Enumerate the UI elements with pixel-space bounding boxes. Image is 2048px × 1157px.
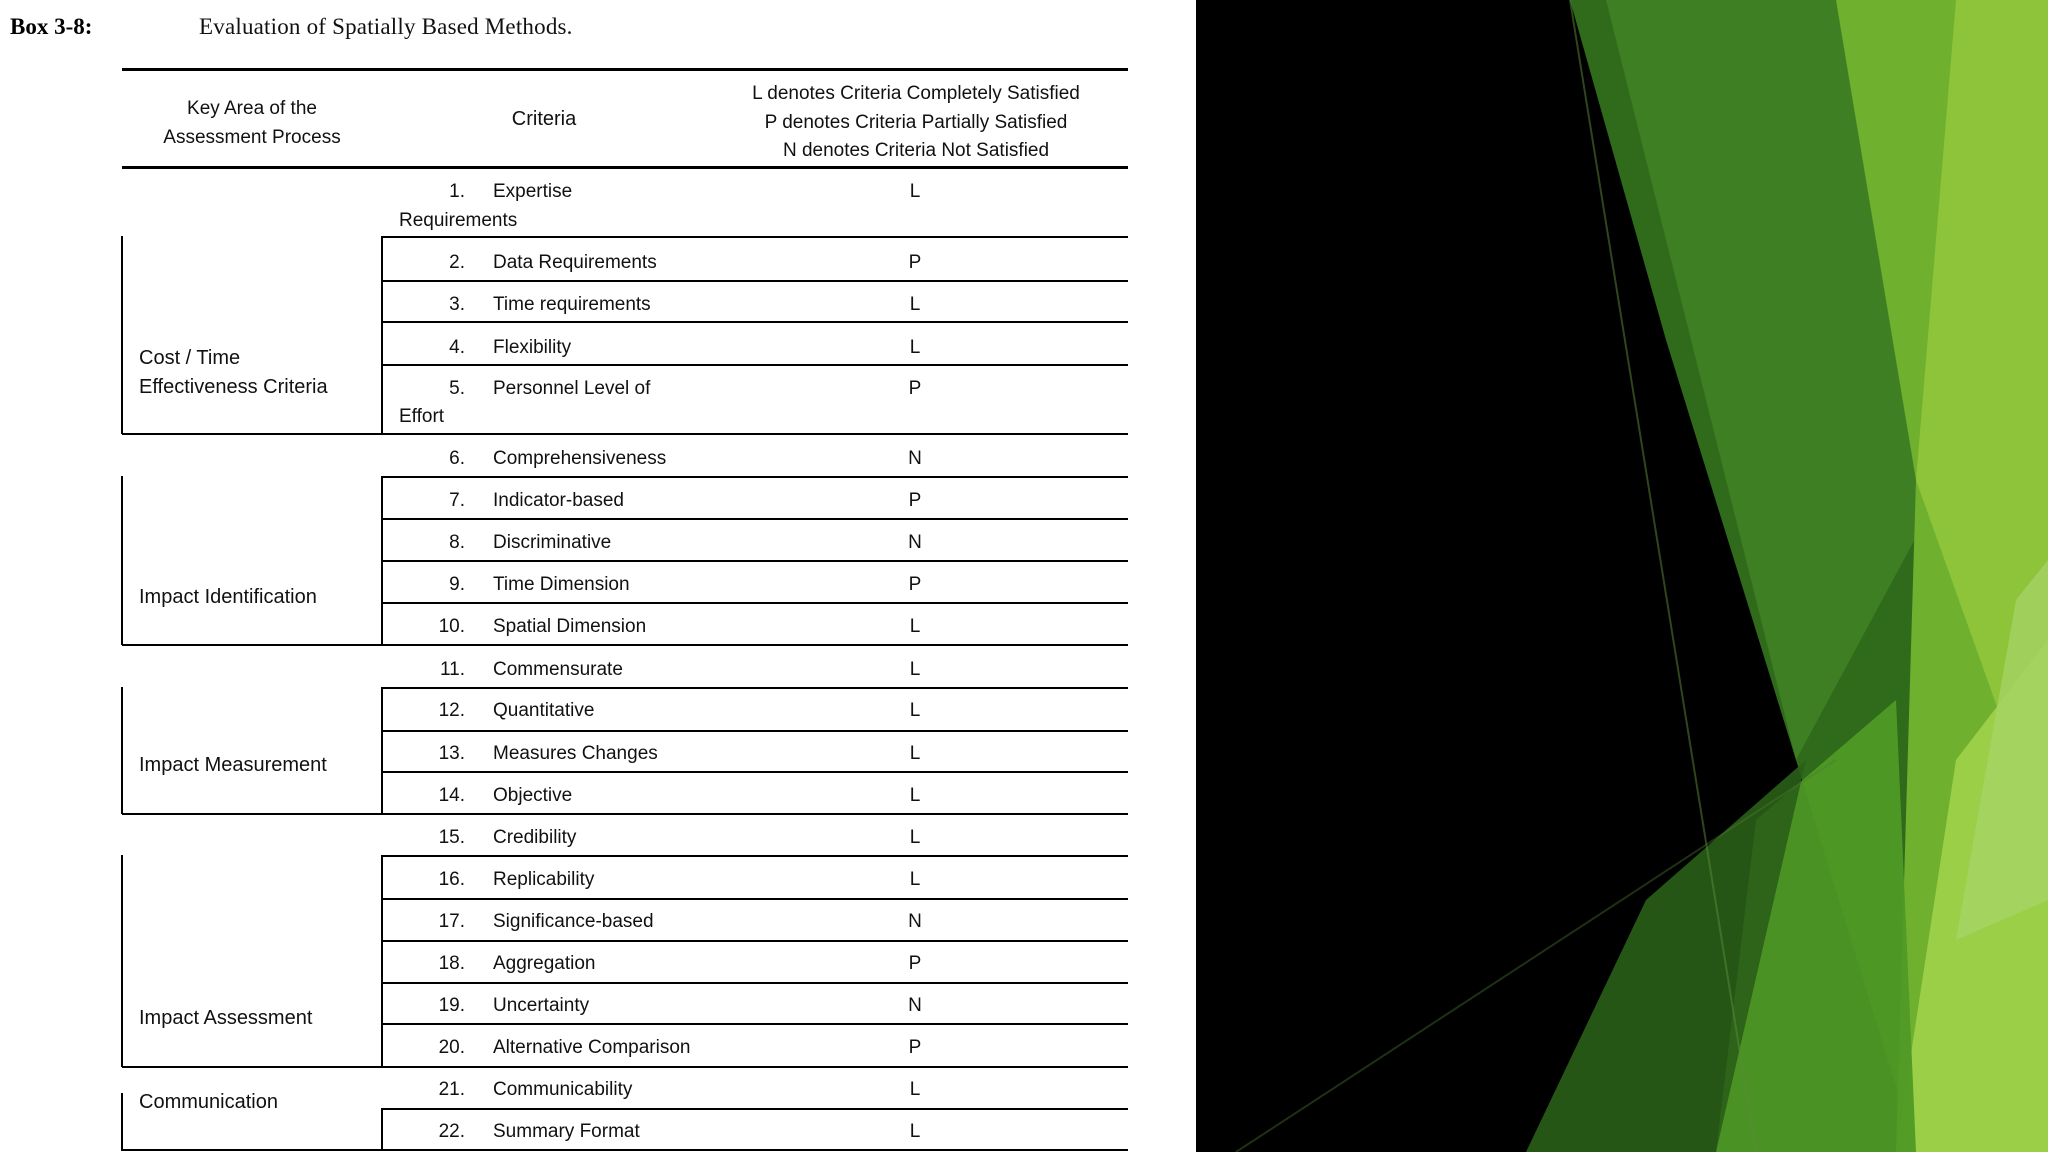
group-bracket-right xyxy=(381,476,383,645)
group-bracket-right xyxy=(381,1108,383,1151)
legend-line: P denotes Criteria Partially Satisfied xyxy=(764,111,1068,133)
row-rating: L xyxy=(909,659,921,680)
row-rating: P xyxy=(908,574,922,595)
row-rating: P xyxy=(908,953,922,974)
row-number: 17. xyxy=(438,911,465,932)
row-rating: N xyxy=(908,995,922,1016)
row-criterion: Significance-based xyxy=(493,911,654,932)
area-label-impact-measurement: Impact Measurement xyxy=(139,754,327,776)
row-rule xyxy=(382,982,1128,984)
header-legend xyxy=(706,80,1126,166)
row-rating: L xyxy=(909,700,921,721)
row-rule xyxy=(382,687,1128,689)
row-rating: N xyxy=(908,532,922,553)
row-criterion: Replicability xyxy=(493,869,595,890)
group-bracket-right xyxy=(381,687,383,814)
row-rating: L xyxy=(909,181,921,202)
row-rule xyxy=(382,560,1128,562)
area-label-line: Cost / Time xyxy=(139,347,241,369)
area-label-communication: Communication xyxy=(139,1091,278,1113)
row-criterion: Time Dimension xyxy=(493,574,630,595)
group-bracket-left xyxy=(121,1093,123,1151)
row-rule xyxy=(382,855,1128,857)
row-criterion: Expertise xyxy=(493,181,573,202)
row-rating: L xyxy=(909,827,921,848)
row-rating: L xyxy=(909,869,921,890)
row-rating: L xyxy=(909,785,921,806)
row-criterion-continuation: Effort xyxy=(399,406,445,427)
row-criterion: Flexibility xyxy=(493,337,572,358)
row-criterion: Summary Format xyxy=(493,1121,640,1142)
group-rule xyxy=(122,1066,1128,1068)
row-number: 7. xyxy=(449,490,465,511)
row-rating: L xyxy=(909,616,921,637)
row-criterion: Spatial Dimension xyxy=(493,616,647,637)
row-rule xyxy=(382,321,1128,323)
row-rule xyxy=(382,940,1128,942)
header-key-area-line: Key Area of the xyxy=(187,98,317,119)
group-bracket-left xyxy=(121,476,123,645)
group-bracket-left xyxy=(121,855,123,1067)
green-facets-graphic xyxy=(1196,0,2048,1152)
group-bracket-right xyxy=(381,855,383,1067)
row-criterion: Personnel Level of xyxy=(493,378,651,399)
row-rating: L xyxy=(909,1079,921,1100)
row-number: 16. xyxy=(438,869,465,890)
row-rating: N xyxy=(908,911,922,932)
group-rule xyxy=(122,433,1128,435)
group-bracket-right xyxy=(381,236,383,434)
row-rule xyxy=(382,364,1128,366)
row-rule xyxy=(382,771,1128,773)
slide-theme-decoration xyxy=(1196,0,2048,1152)
row-rule xyxy=(382,476,1128,478)
row-criterion-continuation: Requirements xyxy=(399,210,518,231)
group-bracket-left xyxy=(121,687,123,814)
row-criterion: Discriminative xyxy=(493,532,612,553)
row-criterion: Alternative Comparison xyxy=(493,1037,691,1058)
row-criterion: Comprehensiveness xyxy=(493,448,667,469)
row-number: 5. xyxy=(449,378,465,399)
group-rule xyxy=(122,813,1128,815)
row-rule xyxy=(382,602,1128,604)
row-criterion: Aggregation xyxy=(493,953,596,974)
row-number: 15. xyxy=(438,827,465,848)
row-rating: P xyxy=(908,252,922,273)
group-rule xyxy=(122,1149,1128,1151)
row-rating: P xyxy=(908,378,922,399)
row-rule xyxy=(382,730,1128,732)
group-bracket-left xyxy=(121,236,123,434)
header-key-area-line: Assessment Process xyxy=(163,127,341,148)
row-number: 6. xyxy=(449,448,465,469)
row-number: 11. xyxy=(439,659,465,680)
row-rating: L xyxy=(909,743,921,764)
row-number: 14. xyxy=(438,785,465,806)
row-number: 13. xyxy=(438,743,465,764)
row-number: 9. xyxy=(449,574,465,595)
area-label-impact-identification: Impact Identification xyxy=(139,586,317,608)
legend-line: L denotes Criteria Completely Satisfied xyxy=(752,83,1080,104)
row-rating: L xyxy=(909,337,921,358)
header-criteria: Criteria xyxy=(511,108,577,130)
row-rule xyxy=(382,1108,1128,1110)
row-number: 1. xyxy=(449,181,465,202)
legend-line: N denotes Criteria Not Satisfied xyxy=(782,140,1050,161)
row-number: 20. xyxy=(438,1037,465,1058)
row-rating: P xyxy=(908,1037,922,1058)
row-rating: P xyxy=(908,490,922,511)
row-number: 2. xyxy=(449,252,465,273)
group-rule xyxy=(122,644,1128,646)
row-number: 3. xyxy=(449,294,465,315)
row-rule xyxy=(382,518,1128,520)
table-top-rule xyxy=(122,68,1128,71)
row-number: 21. xyxy=(438,1079,465,1100)
row-number: 19. xyxy=(438,995,465,1016)
row-criterion: Uncertainty xyxy=(493,995,590,1016)
row-criterion: Measures Changes xyxy=(493,743,658,764)
row-rule xyxy=(382,280,1128,282)
row-rule xyxy=(382,1023,1128,1025)
row-number: 12. xyxy=(438,700,465,721)
header-key-area xyxy=(122,94,382,152)
row-criterion: Commensurate xyxy=(493,659,623,680)
row-criterion: Time requirements xyxy=(493,294,651,315)
area-label-cost-time xyxy=(139,344,328,402)
row-criterion: Quantitative xyxy=(493,700,595,721)
row-rating: L xyxy=(909,294,921,315)
row-number: 8. xyxy=(449,532,465,553)
row-rule xyxy=(382,236,1128,238)
row-number: 18. xyxy=(438,953,465,974)
table-header-rule xyxy=(122,166,1128,169)
row-criterion: Communicability xyxy=(493,1079,633,1100)
box-title: Evaluation of Spatially Based Methods. xyxy=(199,14,573,39)
row-criterion: Indicator-based xyxy=(493,490,624,511)
row-rating: L xyxy=(909,1121,921,1142)
area-label-impact-assessment: Impact Assessment xyxy=(139,1007,313,1029)
box-label: Box 3-8: xyxy=(10,14,93,39)
row-criterion: Objective xyxy=(493,785,573,806)
row-rule xyxy=(382,898,1128,900)
row-criterion: Data Requirements xyxy=(493,252,657,273)
row-number: 10. xyxy=(438,616,465,637)
row-criterion: Credibility xyxy=(493,827,577,848)
row-rating: N xyxy=(908,448,922,469)
row-number: 22. xyxy=(438,1121,465,1142)
area-label-line: Effectiveness Criteria xyxy=(139,376,328,398)
row-number: 4. xyxy=(449,337,465,358)
